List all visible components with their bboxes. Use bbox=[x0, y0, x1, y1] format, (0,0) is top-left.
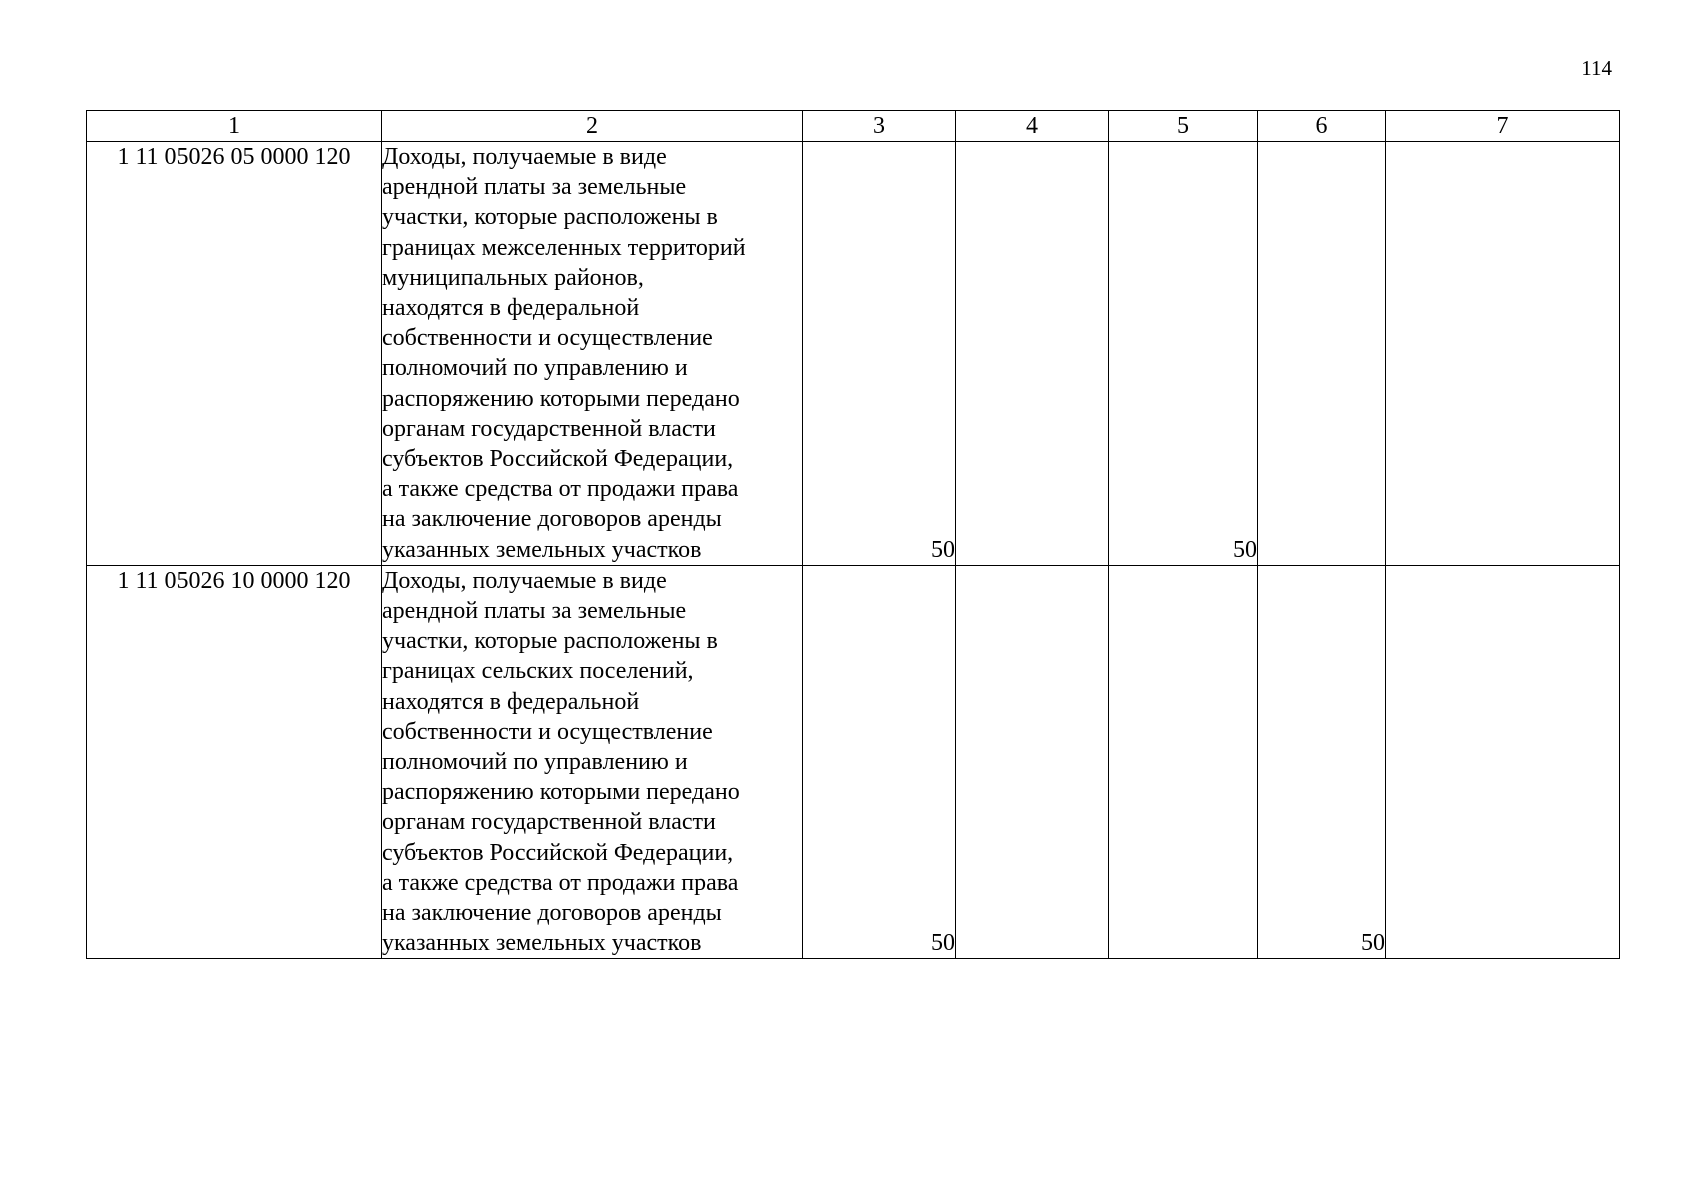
column-header: 6 bbox=[1258, 111, 1386, 142]
description-line: собственности и осуществление bbox=[382, 718, 713, 745]
description-line: границах сельских поселений, bbox=[382, 658, 694, 685]
value-col-7 bbox=[1386, 565, 1620, 959]
value-col-3: 50 bbox=[803, 565, 956, 959]
column-header: 1 bbox=[87, 111, 382, 142]
description-line: субъектов Российской Федерации, bbox=[382, 839, 734, 866]
value-col-4 bbox=[956, 565, 1109, 959]
description-line: полномочий по управлению и bbox=[382, 749, 688, 776]
description-line: находятся в федеральной bbox=[382, 295, 640, 322]
description-line: участки, которые расположены в bbox=[382, 204, 718, 231]
description-line: субъектов Российской Федерации, bbox=[382, 446, 734, 473]
description-line: а также средства от продажи права bbox=[382, 476, 739, 503]
description-line: муниципальных районов, bbox=[382, 264, 644, 291]
revenue-code: 1 11 05026 05 0000 120 bbox=[87, 142, 382, 566]
revenue-description bbox=[382, 142, 803, 566]
value-col-3: 50 bbox=[803, 142, 956, 566]
value-col-6: 50 bbox=[1258, 565, 1386, 959]
column-header: 3 bbox=[803, 111, 956, 142]
description-line: а также средства от продажи права bbox=[382, 869, 739, 896]
description-line: арендной платы за земельные bbox=[382, 174, 687, 201]
description-line: собственности и осуществление bbox=[382, 325, 713, 352]
description-line: распоряжению которыми передано bbox=[382, 779, 740, 806]
table-row bbox=[87, 142, 1620, 566]
description-line: на заключение договоров аренды bbox=[382, 506, 722, 533]
value-col-4 bbox=[956, 142, 1109, 566]
revenue-code: 1 11 05026 10 0000 120 bbox=[87, 565, 382, 959]
description-line: полномочий по управлению и bbox=[382, 355, 688, 382]
description-line: органам государственной власти bbox=[382, 415, 716, 442]
header-row bbox=[87, 111, 1620, 142]
description-line: указанных земельных участков bbox=[382, 930, 702, 957]
description-line: органам государственной власти bbox=[382, 809, 716, 836]
revenue-description bbox=[382, 565, 803, 959]
column-header: 5 bbox=[1109, 111, 1258, 142]
description-line: участки, которые расположены в bbox=[382, 628, 718, 655]
description-line: границах межселенных территорий bbox=[382, 234, 746, 261]
description-line: указанных земельных участков bbox=[382, 536, 702, 563]
value-col-5 bbox=[1109, 565, 1258, 959]
value-col-5: 50 bbox=[1109, 142, 1258, 566]
description-line: Доходы, получаемые в виде bbox=[382, 144, 667, 170]
value-col-7 bbox=[1386, 142, 1620, 566]
table-row bbox=[87, 565, 1620, 959]
revenue-table bbox=[86, 110, 1620, 959]
column-header: 2 bbox=[382, 111, 803, 142]
page-number: 114 bbox=[1581, 56, 1612, 80]
description-line: Доходы, получаемые в виде bbox=[382, 567, 667, 594]
value-col-6 bbox=[1258, 142, 1386, 566]
description-line: арендной платы за земельные bbox=[382, 598, 687, 625]
description-line: находятся в федеральной bbox=[382, 688, 640, 715]
description-line: на заключение договоров аренды bbox=[382, 900, 722, 927]
column-header: 4 bbox=[956, 111, 1109, 142]
column-header: 7 bbox=[1386, 111, 1620, 142]
description-line: распоряжению которыми передано bbox=[382, 385, 740, 412]
